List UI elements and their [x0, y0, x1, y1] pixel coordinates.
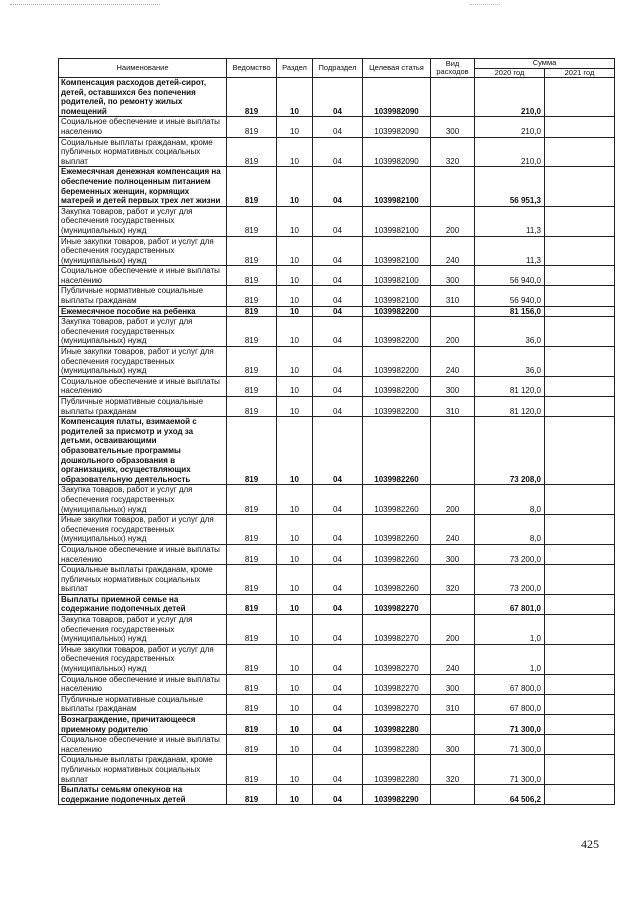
- cell-razdel: 10: [277, 266, 313, 286]
- cell-name: Компенсация расходов детей-сирот, детей, оставшихся без попечения родителей, по ремонту жилых помещений: [59, 78, 227, 117]
- cell-vedomstvo: 819: [227, 715, 277, 735]
- cell-vid-rashodov: 240: [431, 236, 475, 266]
- cell-celevaya-statya: 1039982100: [363, 236, 431, 266]
- cell-vid-rashodov: [431, 715, 475, 735]
- cell-sum-2020: 8,0: [475, 515, 545, 545]
- header-year-2020: 2020 год: [475, 68, 545, 78]
- cell-razdel: 10: [277, 594, 313, 614]
- cell-podrazdel: 04: [313, 735, 363, 755]
- cell-sum-2021: [545, 376, 615, 396]
- cell-sum-2021: [545, 236, 615, 266]
- cell-razdel: 10: [277, 674, 313, 694]
- cell-podrazdel: 04: [313, 266, 363, 286]
- cell-sum-2021: [545, 515, 615, 545]
- table-row: [59, 286, 615, 306]
- cell-sum-2020: 71 300,0: [475, 735, 545, 755]
- cell-celevaya-statya: 1039982260: [363, 485, 431, 515]
- cell-vid-rashodov: 320: [431, 755, 475, 785]
- page-number: 425: [581, 837, 599, 851]
- cell-name: Иные закупки товаров, работ и услуг для обеспечения государственных (муниципальных) нужд: [59, 347, 227, 377]
- cell-sum-2020: 11,3: [475, 206, 545, 236]
- cell-celevaya-statya: 1039982100: [363, 206, 431, 236]
- cell-sum-2020: 56 951,3: [475, 167, 545, 206]
- cell-vedomstvo: 819: [227, 347, 277, 377]
- cell-celevaya-statya: 1039982280: [363, 715, 431, 735]
- cell-vid-rashodov: 240: [431, 347, 475, 377]
- cell-razdel: 10: [277, 286, 313, 306]
- cell-sum-2021: [545, 167, 615, 206]
- scan-artifact-line: [10, 4, 160, 6]
- cell-podrazdel: 04: [313, 674, 363, 694]
- cell-name: Выплаты семьям опекунов на содержание подопечных детей: [59, 785, 227, 805]
- cell-razdel: 10: [277, 397, 313, 417]
- cell-vid-rashodov: [431, 78, 475, 117]
- table-row: [59, 694, 615, 714]
- cell-vid-rashodov: 310: [431, 694, 475, 714]
- cell-razdel: 10: [277, 485, 313, 515]
- cell-vid-rashodov: 240: [431, 644, 475, 674]
- cell-celevaya-statya: 1039982100: [363, 286, 431, 306]
- cell-name: Ежемесячное пособие на ребенка: [59, 306, 227, 317]
- cell-sum-2020: 1,0: [475, 615, 545, 645]
- cell-razdel: 10: [277, 78, 313, 117]
- cell-sum-2021: [545, 117, 615, 137]
- cell-sum-2020: 11,3: [475, 236, 545, 266]
- cell-vedomstvo: 819: [227, 266, 277, 286]
- table-row: [59, 117, 615, 137]
- cell-sum-2021: [545, 417, 615, 485]
- cell-name: Иные закупки товаров, работ и услуг для обеспечения государственных (муниципальных) нужд: [59, 644, 227, 674]
- cell-name: Социальное обеспечение и иные выплаты населению: [59, 266, 227, 286]
- cell-celevaya-statya: 1039982100: [363, 266, 431, 286]
- cell-celevaya-statya: 1039982260: [363, 417, 431, 485]
- table-row: [59, 78, 615, 117]
- table-row: [59, 306, 615, 317]
- table-row: [59, 266, 615, 286]
- cell-sum-2021: [545, 594, 615, 614]
- cell-vid-rashodov: 300: [431, 376, 475, 396]
- cell-name: Социальные выплаты гражданам, кроме публичных нормативных социальных выплат: [59, 755, 227, 785]
- cell-sum-2021: [545, 347, 615, 377]
- cell-celevaya-statya: 1039982200: [363, 347, 431, 377]
- cell-name: Закупка товаров, работ и услуг для обеспечения государственных (муниципальных) нужд: [59, 615, 227, 645]
- cell-razdel: 10: [277, 417, 313, 485]
- table-row: [59, 785, 615, 805]
- cell-podrazdel: 04: [313, 715, 363, 735]
- cell-sum-2020: 36,0: [475, 347, 545, 377]
- cell-celevaya-statya: 1039982260: [363, 515, 431, 545]
- table-row: [59, 417, 615, 485]
- cell-vedomstvo: 819: [227, 417, 277, 485]
- cell-sum-2020: 73 200,0: [475, 544, 545, 564]
- table-row: [59, 615, 615, 645]
- cell-celevaya-statya: 1039982270: [363, 694, 431, 714]
- table-row: [59, 206, 615, 236]
- cell-podrazdel: 04: [313, 615, 363, 645]
- cell-vid-rashodov: 300: [431, 674, 475, 694]
- cell-razdel: 10: [277, 137, 313, 167]
- cell-name: Публичные нормативные социальные выплаты гражданам: [59, 694, 227, 714]
- table-header: [59, 59, 615, 78]
- cell-vedomstvo: 819: [227, 78, 277, 117]
- cell-razdel: 10: [277, 544, 313, 564]
- table-row: [59, 515, 615, 545]
- scan-artifact-line: [470, 4, 500, 6]
- cell-vedomstvo: 819: [227, 206, 277, 236]
- cell-vid-rashodov: 300: [431, 117, 475, 137]
- cell-vedomstvo: 819: [227, 167, 277, 206]
- cell-sum-2020: 56 940,0: [475, 286, 545, 306]
- cell-celevaya-statya: 1039982200: [363, 397, 431, 417]
- cell-podrazdel: 04: [313, 206, 363, 236]
- cell-sum-2021: [545, 485, 615, 515]
- cell-name: Иные закупки товаров, работ и услуг для обеспечения государственных (муниципальных) нужд: [59, 515, 227, 545]
- cell-vid-rashodov: 200: [431, 615, 475, 645]
- cell-razdel: 10: [277, 317, 313, 347]
- cell-sum-2021: [545, 785, 615, 805]
- cell-name: Иные закупки товаров, работ и услуг для обеспечения государственных (муниципальных) нужд: [59, 236, 227, 266]
- cell-vid-rashodov: 300: [431, 544, 475, 564]
- cell-podrazdel: 04: [313, 347, 363, 377]
- cell-razdel: 10: [277, 306, 313, 317]
- table-row: [59, 755, 615, 785]
- cell-vedomstvo: 819: [227, 397, 277, 417]
- table-row: [59, 735, 615, 755]
- cell-razdel: 10: [277, 735, 313, 755]
- cell-razdel: 10: [277, 515, 313, 545]
- cell-name: Закупка товаров, работ и услуг для обеспечения государственных (муниципальных) нужд: [59, 317, 227, 347]
- cell-celevaya-statya: 1039982290: [363, 785, 431, 805]
- cell-name: Закупка товаров, работ и услуг для обеспечения государственных (муниципальных) нужд: [59, 206, 227, 236]
- cell-sum-2020: 67 800,0: [475, 674, 545, 694]
- cell-celevaya-statya: 1039982090: [363, 78, 431, 117]
- cell-razdel: 10: [277, 236, 313, 266]
- cell-vid-rashodov: [431, 306, 475, 317]
- cell-vedomstvo: 819: [227, 694, 277, 714]
- cell-sum-2020: 67 801,0: [475, 594, 545, 614]
- table-row: [59, 397, 615, 417]
- cell-vid-rashodov: 200: [431, 317, 475, 347]
- cell-vid-rashodov: 320: [431, 565, 475, 595]
- cell-celevaya-statya: 1039982270: [363, 674, 431, 694]
- cell-sum-2021: [545, 78, 615, 117]
- cell-vedomstvo: 819: [227, 615, 277, 645]
- cell-podrazdel: 04: [313, 594, 363, 614]
- cell-razdel: 10: [277, 167, 313, 206]
- table-row: [59, 347, 615, 377]
- cell-vid-rashodov: 320: [431, 137, 475, 167]
- cell-vedomstvo: 819: [227, 735, 277, 755]
- table-body: [59, 78, 615, 805]
- cell-sum-2021: [545, 674, 615, 694]
- cell-vedomstvo: 819: [227, 644, 277, 674]
- cell-sum-2021: [545, 206, 615, 236]
- cell-sum-2020: 210,0: [475, 137, 545, 167]
- cell-razdel: 10: [277, 694, 313, 714]
- table-row: [59, 137, 615, 167]
- cell-name: Социальное обеспечение и иные выплаты населению: [59, 735, 227, 755]
- cell-vedomstvo: 819: [227, 594, 277, 614]
- cell-vedomstvo: 819: [227, 565, 277, 595]
- header-podrazdel: Подраздел: [313, 59, 363, 78]
- table-row: [59, 236, 615, 266]
- cell-sum-2020: 73 208,0: [475, 417, 545, 485]
- cell-celevaya-statya: 1039982090: [363, 117, 431, 137]
- cell-name: Компенсация платы, взимаемой с родителей за присмотр и уход за детьми, осваивающими образовательные программы дошкольного образования в организациях, осуществляющих образовательную деятельность: [59, 417, 227, 485]
- cell-sum-2021: [545, 755, 615, 785]
- cell-podrazdel: 04: [313, 78, 363, 117]
- cell-vid-rashodov: 240: [431, 515, 475, 545]
- cell-celevaya-statya: 1039982270: [363, 644, 431, 674]
- table-row: [59, 167, 615, 206]
- cell-sum-2021: [545, 644, 615, 674]
- cell-vedomstvo: 819: [227, 785, 277, 805]
- cell-sum-2020: 81 120,0: [475, 376, 545, 396]
- table-row: [59, 565, 615, 595]
- cell-sum-2020: 81 156,0: [475, 306, 545, 317]
- cell-celevaya-statya: 1039982280: [363, 735, 431, 755]
- cell-podrazdel: 04: [313, 755, 363, 785]
- header-vid-rashodov: Вид расходов: [431, 59, 475, 78]
- cell-vedomstvo: 819: [227, 286, 277, 306]
- header-razdel: Раздел: [277, 59, 313, 78]
- cell-podrazdel: 04: [313, 485, 363, 515]
- cell-sum-2020: 210,0: [475, 117, 545, 137]
- cell-vedomstvo: 819: [227, 544, 277, 564]
- cell-razdel: 10: [277, 615, 313, 645]
- cell-sum-2021: [545, 137, 615, 167]
- cell-vid-rashodov: 300: [431, 735, 475, 755]
- cell-podrazdel: 04: [313, 376, 363, 396]
- cell-sum-2021: [545, 735, 615, 755]
- table-row: [59, 715, 615, 735]
- cell-vedomstvo: 819: [227, 236, 277, 266]
- header-vedomstvo: Ведомство: [227, 59, 277, 78]
- cell-podrazdel: 04: [313, 167, 363, 206]
- cell-sum-2020: 8,0: [475, 485, 545, 515]
- cell-vid-rashodov: [431, 594, 475, 614]
- cell-vid-rashodov: 300: [431, 266, 475, 286]
- cell-razdel: 10: [277, 755, 313, 785]
- cell-sum-2021: [545, 306, 615, 317]
- cell-celevaya-statya: 1039982200: [363, 306, 431, 317]
- table-row: [59, 674, 615, 694]
- cell-razdel: 10: [277, 376, 313, 396]
- cell-name: Социальное обеспечение и иные выплаты населению: [59, 376, 227, 396]
- cell-sum-2021: [545, 694, 615, 714]
- header-celevaya-statya: Целевая статья: [363, 59, 431, 78]
- cell-sum-2021: [545, 397, 615, 417]
- cell-vid-rashodov: 310: [431, 286, 475, 306]
- cell-podrazdel: 04: [313, 137, 363, 167]
- table-row: [59, 376, 615, 396]
- cell-podrazdel: 04: [313, 417, 363, 485]
- cell-vid-rashodov: [431, 785, 475, 805]
- cell-name: Ежемесячная денежная компенсация на обеспечение полноценным питанием беременных женщин, кормящих матерей и детей первых трех лет жизни: [59, 167, 227, 206]
- cell-celevaya-statya: 1039982280: [363, 755, 431, 785]
- cell-vedomstvo: 819: [227, 485, 277, 515]
- cell-podrazdel: 04: [313, 544, 363, 564]
- cell-celevaya-statya: 1039982270: [363, 615, 431, 645]
- cell-sum-2021: [545, 286, 615, 306]
- cell-vid-rashodov: [431, 167, 475, 206]
- cell-sum-2020: 81 120,0: [475, 397, 545, 417]
- header-summa: Сумма: [475, 59, 615, 69]
- cell-vedomstvo: 819: [227, 755, 277, 785]
- cell-celevaya-statya: 1039982260: [363, 565, 431, 595]
- cell-sum-2020: 56 940,0: [475, 266, 545, 286]
- cell-celevaya-statya: 1039982200: [363, 317, 431, 347]
- cell-sum-2021: [545, 715, 615, 735]
- cell-vedomstvo: 819: [227, 117, 277, 137]
- cell-celevaya-statya: 1039982270: [363, 594, 431, 614]
- cell-sum-2020: 1,0: [475, 644, 545, 674]
- cell-name: Социальные выплаты гражданам, кроме публичных нормативных социальных выплат: [59, 137, 227, 167]
- cell-vedomstvo: 819: [227, 317, 277, 347]
- cell-sum-2021: [545, 565, 615, 595]
- cell-name: Социальные выплаты гражданам, кроме публичных нормативных социальных выплат: [59, 565, 227, 595]
- cell-vid-rashodov: 200: [431, 485, 475, 515]
- table-row: [59, 317, 615, 347]
- budget-table: [58, 58, 615, 805]
- cell-podrazdel: 04: [313, 644, 363, 674]
- cell-podrazdel: 04: [313, 785, 363, 805]
- cell-podrazdel: 04: [313, 317, 363, 347]
- cell-sum-2020: 64 506,2: [475, 785, 545, 805]
- cell-vid-rashodov: [431, 417, 475, 485]
- cell-vedomstvo: 819: [227, 674, 277, 694]
- cell-sum-2021: [545, 266, 615, 286]
- cell-name: Социальное обеспечение и иные выплаты населению: [59, 674, 227, 694]
- cell-razdel: 10: [277, 785, 313, 805]
- cell-sum-2021: [545, 615, 615, 645]
- cell-vedomstvo: 819: [227, 376, 277, 396]
- cell-celevaya-statya: 1039982100: [363, 167, 431, 206]
- table-row: [59, 544, 615, 564]
- cell-name: Выплаты приемной семье на содержание подопечных детей: [59, 594, 227, 614]
- cell-podrazdel: 04: [313, 565, 363, 595]
- header-name: Наименование: [59, 59, 227, 78]
- cell-name: Публичные нормативные социальные выплаты гражданам: [59, 397, 227, 417]
- table-row: [59, 485, 615, 515]
- cell-sum-2020: 67 800,0: [475, 694, 545, 714]
- cell-celevaya-statya: 1039982090: [363, 137, 431, 167]
- cell-celevaya-statya: 1039982260: [363, 544, 431, 564]
- cell-razdel: 10: [277, 715, 313, 735]
- cell-sum-2020: 71 300,0: [475, 755, 545, 785]
- cell-podrazdel: 04: [313, 515, 363, 545]
- cell-sum-2020: 210,0: [475, 78, 545, 117]
- cell-name: Закупка товаров, работ и услуг для обеспечения государственных (муниципальных) нужд: [59, 485, 227, 515]
- cell-name: Вознаграждение, причитающееся приемному родителю: [59, 715, 227, 735]
- cell-vedomstvo: 819: [227, 306, 277, 317]
- cell-podrazdel: 04: [313, 236, 363, 266]
- cell-podrazdel: 04: [313, 694, 363, 714]
- cell-name: Социальное обеспечение и иные выплаты населению: [59, 117, 227, 137]
- cell-vid-rashodov: 200: [431, 206, 475, 236]
- cell-vid-rashodov: 310: [431, 397, 475, 417]
- cell-razdel: 10: [277, 644, 313, 674]
- cell-razdel: 10: [277, 206, 313, 236]
- cell-celevaya-statya: 1039982200: [363, 376, 431, 396]
- cell-podrazdel: 04: [313, 306, 363, 317]
- cell-sum-2020: 36,0: [475, 317, 545, 347]
- header-year-2021: 2021 год: [545, 68, 615, 78]
- cell-sum-2020: 71 300,0: [475, 715, 545, 735]
- cell-razdel: 10: [277, 117, 313, 137]
- cell-razdel: 10: [277, 347, 313, 377]
- cell-sum-2020: 73 200,0: [475, 565, 545, 595]
- cell-podrazdel: 04: [313, 117, 363, 137]
- table-row: [59, 594, 615, 614]
- cell-sum-2021: [545, 317, 615, 347]
- cell-razdel: 10: [277, 565, 313, 595]
- table-row: [59, 644, 615, 674]
- cell-vedomstvo: 819: [227, 515, 277, 545]
- cell-podrazdel: 04: [313, 397, 363, 417]
- cell-vedomstvo: 819: [227, 137, 277, 167]
- cell-podrazdel: 04: [313, 286, 363, 306]
- cell-name: Публичные нормативные социальные выплаты гражданам: [59, 286, 227, 306]
- cell-sum-2021: [545, 544, 615, 564]
- cell-name: Социальное обеспечение и иные выплаты населению: [59, 544, 227, 564]
